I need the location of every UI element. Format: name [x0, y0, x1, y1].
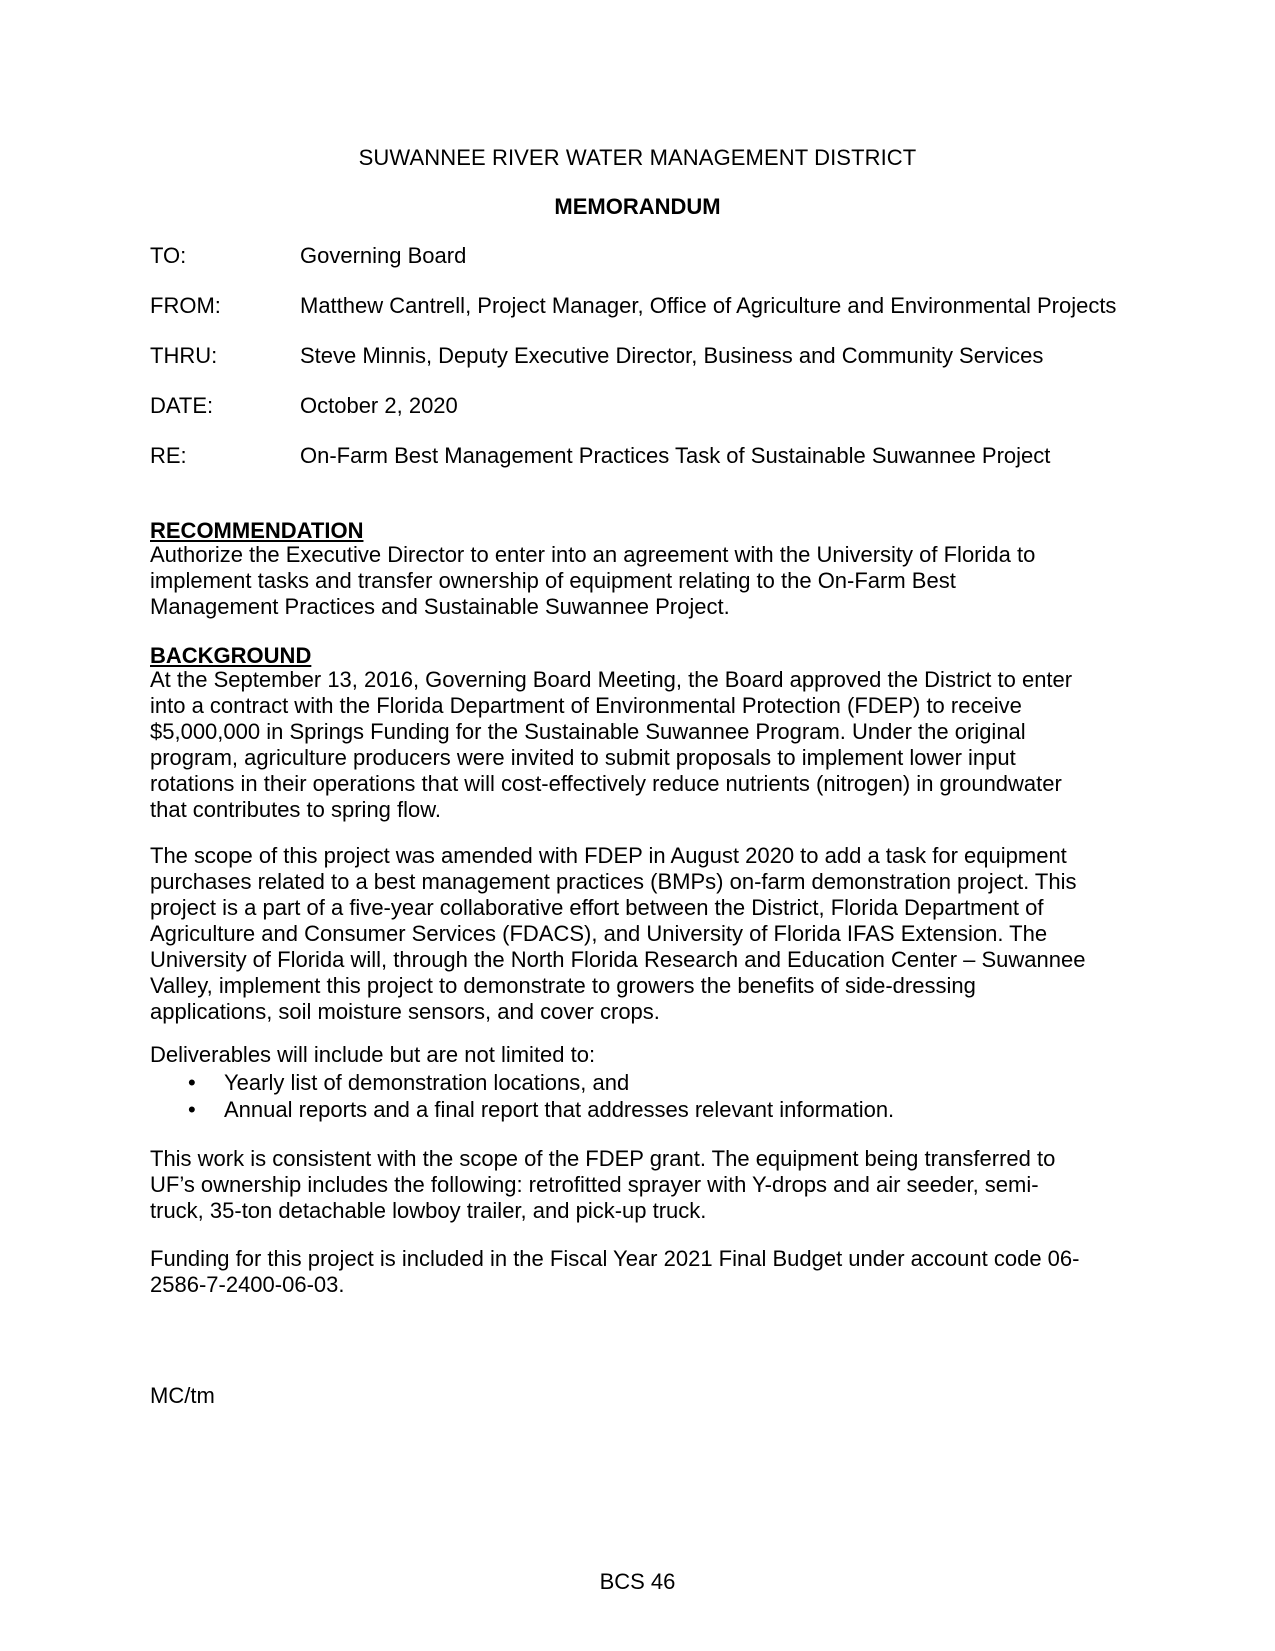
paragraph-line: rotations in their operations that will cost-effectively reduce nutrients (nitrogen) in groundwater	[150, 771, 1062, 796]
thru-label: THRU:	[150, 343, 218, 368]
memo-title: MEMORANDUM	[554, 194, 721, 219]
paragraph-line: program, agriculture producers were invited to submit proposals to implement lower input	[150, 745, 1016, 770]
paragraph-line: Deliverables will include but are not limited to:	[150, 1042, 596, 1067]
recommendation-paragraph	[150, 542, 1140, 620]
background-paragraph-4	[150, 1246, 1140, 1298]
header-thru-row	[150, 343, 1043, 369]
recommendation-line: implement tasks and transfer ownership of equipment relating to the On-Farm Best	[150, 568, 956, 593]
paragraph-line: 2586-7-2400-06-03.	[150, 1272, 345, 1297]
bullet-icon: •	[188, 1097, 196, 1122]
recommendation-line: Management Practices and Sustainable Suwannee Project.	[150, 594, 730, 619]
list-item-text: Annual reports and a final report that addresses relevant information.	[224, 1097, 895, 1122]
paragraph-line: that contributes to spring flow.	[150, 797, 442, 822]
to-value: Governing Board	[300, 243, 467, 268]
header-from-row	[150, 293, 1116, 319]
page-number: BCS 46	[599, 1569, 676, 1594]
paragraph-line: The scope of this project was amended with FDEP in August 2020 to add a task for equipment	[150, 843, 1067, 868]
background-paragraph-2	[150, 843, 1140, 1025]
paragraph-line: This work is consistent with the scope of the FDEP grant. The equipment being transferred to	[150, 1146, 1056, 1171]
deliverables-intro	[150, 1042, 1140, 1068]
recommendation-heading: RECOMMENDATION	[150, 518, 364, 543]
paragraph-line: into a contract with the Florida Department of Environmental Protection (FDEP) to receive	[150, 693, 1022, 718]
re-label: RE:	[150, 443, 187, 468]
paragraph-line: UF’s ownership includes the following: retrofitted sprayer with Y-drops and air seeder, semi-	[150, 1172, 1039, 1197]
header-date-row	[150, 393, 458, 419]
recommendation-line: Authorize the Executive Director to enter into an agreement with the University of Florida to	[150, 542, 1036, 567]
from-value: Matthew Cantrell, Project Manager, Office of Agriculture and Environmental Projects	[300, 293, 1117, 318]
date-value: October 2, 2020	[300, 393, 458, 418]
background-paragraph-3	[150, 1146, 1140, 1224]
paragraph-line: Agriculture and Consumer Services (FDACS), and University of Florida IFAS Extension. The	[150, 921, 1048, 946]
paragraph-line: Funding for this project is included in the Fiscal Year 2021 Final Budget under account code 06-	[150, 1246, 1080, 1271]
background-paragraph-1	[150, 667, 1140, 823]
list-item	[150, 1069, 1140, 1096]
paragraph-line: applications, soil moisture sensors, and cover crops.	[150, 999, 660, 1024]
thru-value: Steve Minnis, Deputy Executive Director, Business and Community Services	[300, 343, 1044, 368]
author-initials: MC/tm	[150, 1383, 215, 1408]
paragraph-line: Valley, implement this project to demonstrate to growers the benefits of side-dressing	[150, 973, 976, 998]
header-re-row	[150, 443, 1050, 469]
paragraph-line: purchases related to a best management practices (BMPs) on-farm demonstration project. This	[150, 869, 1077, 894]
list-item	[150, 1096, 1140, 1123]
re-value: On-Farm Best Management Practices Task of Sustainable Suwannee Project	[300, 443, 1051, 468]
list-item-text: Yearly list of demonstration locations, and	[224, 1070, 630, 1095]
organization-name: SUWANNEE RIVER WATER MANAGEMENT DISTRICT	[358, 145, 917, 170]
background-heading: BACKGROUND	[150, 643, 312, 668]
paragraph-line: University of Florida will, through the North Florida Research and Education Center – Suwannee	[150, 947, 1086, 972]
date-label: DATE:	[150, 393, 214, 418]
deliverables-list	[150, 1069, 1140, 1123]
paragraph-line: project is a part of a five-year collaborative effort between the District, Florida Department of	[150, 895, 1044, 920]
bullet-icon: •	[188, 1070, 196, 1095]
paragraph-line: At the September 13, 2016, Governing Board Meeting, the Board approved the District to enter	[150, 667, 1073, 692]
paragraph-line: $5,000,000 in Springs Funding for the Sustainable Suwannee Program. Under the original	[150, 719, 1026, 744]
from-label: FROM:	[150, 293, 221, 318]
to-label: TO:	[150, 243, 187, 268]
header-to-row	[150, 243, 466, 269]
paragraph-line: truck, 35-ton detachable lowboy trailer, and pick-up truck.	[150, 1198, 707, 1223]
